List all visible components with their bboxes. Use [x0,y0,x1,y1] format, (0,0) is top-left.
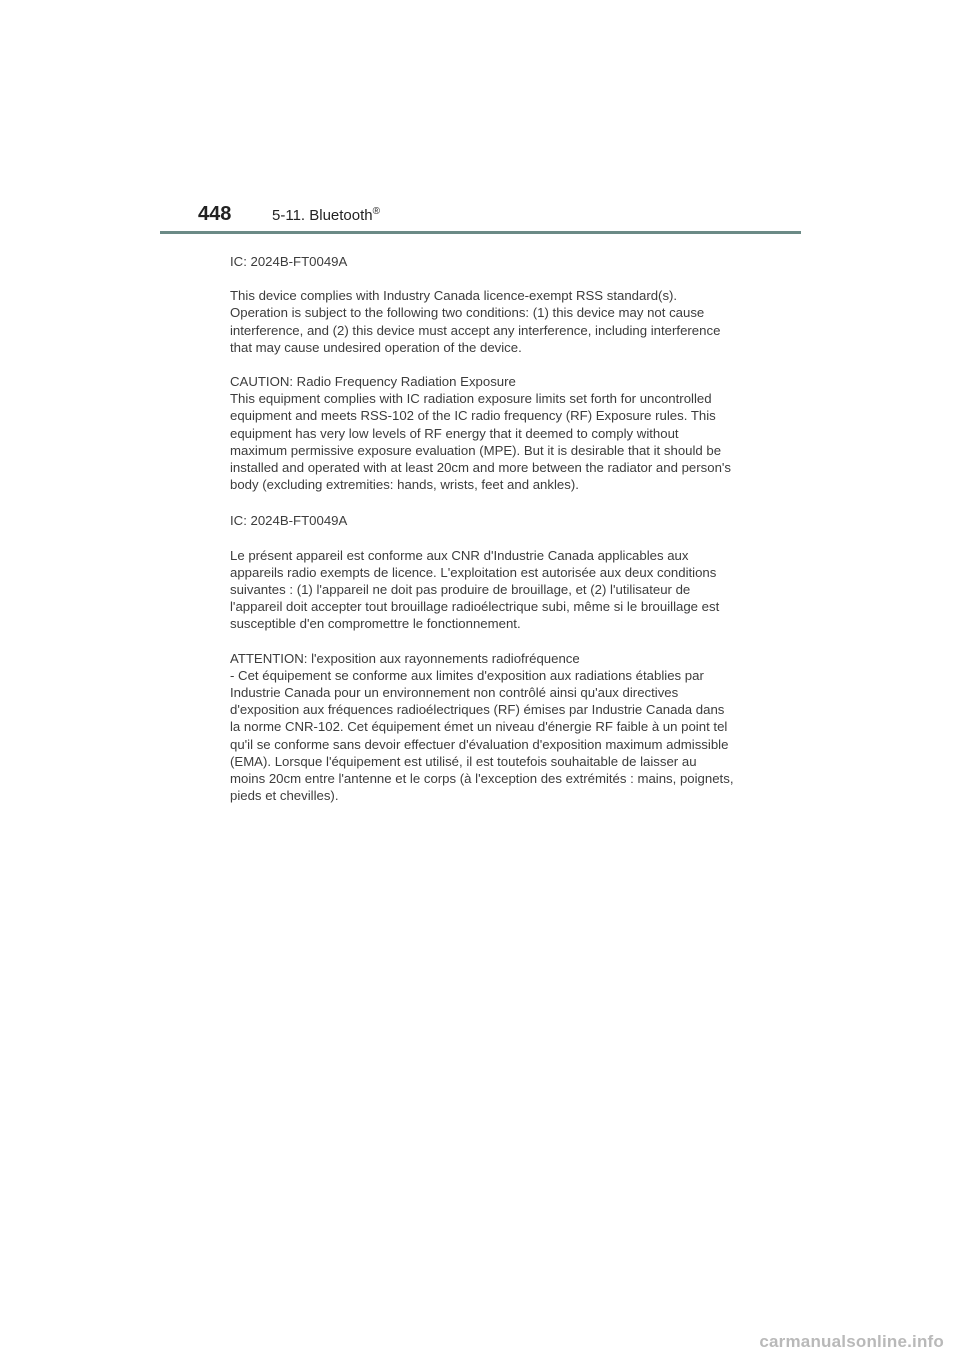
page-header [0,0,960,240]
text-line: d'exposition aux fréquences radioélectriques (RF) émises par Industrie Canada dans [230,702,725,718]
text-line: (EMA). Lorsque l'équipement est utilisé, il est toutefois souhaitable de laisser au [230,753,697,769]
text-line: l'appareil doit accepter tout brouillage radioélectrique subi, même si le brouillage est [230,599,720,615]
text-line: Operation is subject to the following two conditions: (1) this device may not cause [230,305,705,321]
text-line: pieds et chevilles). [230,788,339,804]
text-line: body (excluding extremities: hands, wrists, feet and ankles). [230,477,579,493]
ic-id-en: IC: 2024B-FT0049A [230,254,348,269]
text-line: interference, and (2) this device must accept any interference, including interference [230,322,721,338]
spacer [230,633,760,650]
section-title-text: 5-11. Bluetooth [272,207,373,224]
page-number: 448 [198,203,232,225]
spacer [230,530,760,547]
ic-id-fr: IC: 2024B-FT0049A [230,513,348,529]
text-line: This equipment complies with IC radiation exposure limits set forth for uncontrolled [230,391,712,407]
registered-mark: ® [372,206,381,217]
spacer [230,493,760,512]
text-line: appareils radio exempts de licence. L'exploitation est autorisée aux deux conditions [230,564,717,580]
caution-heading: CAUTION: Radio Frequency Radiation Exposure [230,374,516,390]
compliance-paragraph-fr [230,547,760,633]
text-line: la norme CNR-102. Cet équipement émet un niveau d'énergie RF faible à un point tel [230,719,728,735]
site-watermark: carmanualsonline.info [759,1332,944,1351]
text-line: Industrie Canada pour un environnement non contrôlé ainsi qu'aux directives [230,685,679,701]
header-divider [160,231,801,234]
compliance-paragraph-en [230,287,760,356]
attention-paragraph-fr [230,650,760,805]
section-title [272,206,380,224]
text-line: susceptible d'en compromettre le fonctionnement. [230,616,521,632]
page-content [230,253,760,804]
spacer [230,356,760,373]
spacer [230,270,760,287]
text-line: - Cet équipement se conforme aux limites d'exposition aux radiations établies par [230,667,704,683]
text-line: equipment has very low levels of RF energy that it deemed to comply without [230,425,679,441]
text-line: equipment and meets RSS-102 of the IC radio frequency (RF) Exposure rules. This [230,408,716,424]
caution-paragraph-en [230,373,760,493]
text-line: moins 20cm entre l'antenne et le corps (à l'exception des extrémités : mains, poignets, [230,771,734,787]
text-line: This device complies with Industry Canada licence-exempt RSS standard(s). [230,288,678,304]
attention-heading: ATTENTION: l'exposition aux rayonnements radiofréquence [230,650,580,666]
text-line: suivantes : (1) l'appareil ne doit pas produire de brouillage, et (2) l'utilisateur de [230,582,691,598]
text-line: installed and operated with at least 20cm and more between the radiator and person's [230,460,732,476]
text-line: maximum permissive exposure evaluation (MPE). But it is desirable that it should be [230,442,722,458]
text-line: that may cause undesired operation of the device. [230,339,522,355]
text-line: qu'il se conforme sans devoir effectuer d'évaluation d'exposition maximum admissible [230,736,729,752]
text-line: Le présent appareil est conforme aux CNR d'Industrie Canada applicables aux [230,547,689,563]
